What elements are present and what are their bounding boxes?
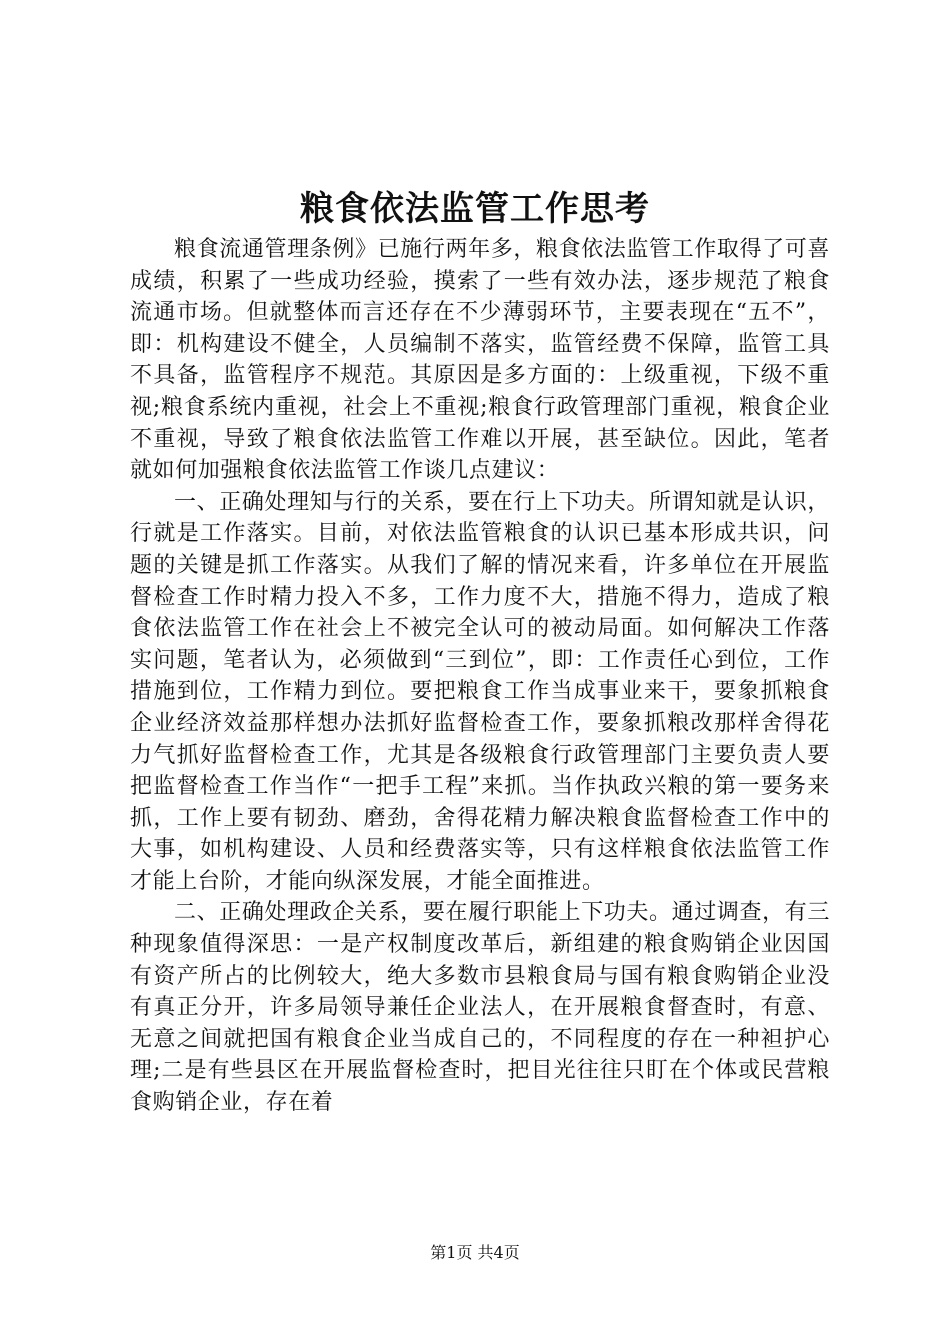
paragraph-intro: 粮食流通管理条例》已施行两年多，粮食依法监管工作取得了可喜成绩，积累了一些成功经验，摸索了一些有效办法，逐步规范了粮食流通市场。但就整体而言还存在不少薄弱环节，主要表现在“五不”，即：机构建设不健全，人员编制不落实，监管经费不保障，监管工具不具备，监管程序不规范。其原因是多方面的：上级重视，下级不重视;粮食系统内重视，社会上不重视;粮食行政管理部门重视，粮食企业不重视，导致了粮食依法监管工作难以开展，甚至缺位。因此，笔者就如何加强粮食依法监管工作谈几点建议： bbox=[130, 237, 830, 484]
document-body bbox=[130, 234, 830, 1119]
page-number-footer: 第1页 共4页 bbox=[430, 1243, 520, 1262]
paragraph-section-2: 二、正确处理政企关系，要在履行职能上下功夫。通过调查，有三种现象值得深思：一是产权制度改革后，新组建的粮食购销企业因国有资产所占的比例较大，绝大多数市县粮食局与国有粮食购销企业没有真正分开，许多局领导兼任企业法人，在开展粮食督查时，有意、无意之间就把国有粮食企业当成自己的，不同程度的存在一种袒护心理;二是有些县区在开展监督检查时，把目光往往只盯在个体或民营粮食购销企业，存在着 bbox=[130, 900, 830, 1116]
page-title: 粮食依法监管工作思考 bbox=[300, 189, 650, 229]
paragraph-section-1: 一、正确处理知与行的关系，要在行上下功夫。所谓知就是认识，行就是工作落实。目前，对依法监管粮食的认识已基本形成共识，问题的关键是抓工作落实。从我们了解的情况来看，许多单位在开展监督检查工作时精力投入不多，工作力度不大，措施不得力，造成了粮食依法监管工作在社会上不被完全认可的被动局面。如何解决工作落实问题，笔者认为，必须做到“三到位”，即：工作责任心到位，工作措施到位，工作精力到位。要把粮食工作当成事业来干，要象抓粮食企业经济效益那样想办法抓好监督检查工作，要象抓粮改那样舍得花力气抓好监督检查工作，尤其是各级粮食行政管理部门主要负责人要把监督检查工作当作“一把手工程”来抓。当作执政兴粮的第一要务来抓，工作上要有韧劲、磨劲，舍得花精力解决粮食监督检查工作中的大事，如机构建设、人员和经费落实等，只有这样粮食依法监管工作才能上台阶，才能向纵深发展，才能全面推进。 bbox=[130, 489, 830, 894]
